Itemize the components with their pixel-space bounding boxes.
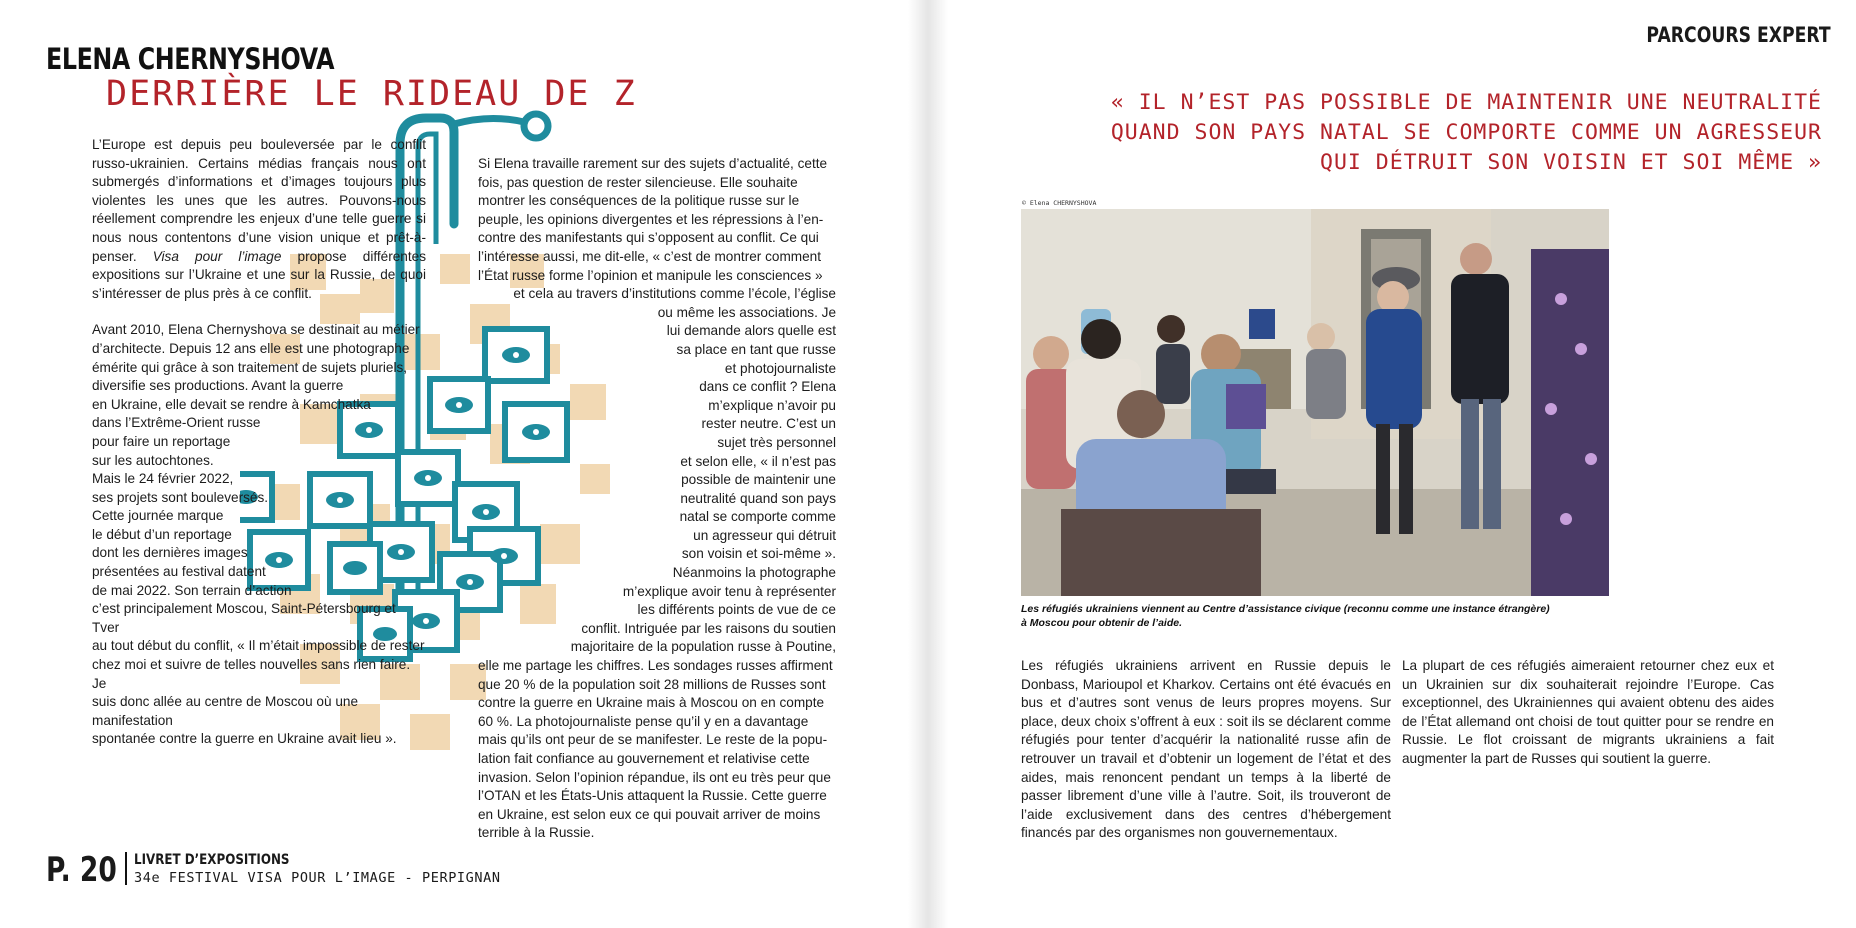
intro-text-end: propose différentes expositions sur l’Ukraine et une sur la Russie, de quoi s’intéresser de plus près à ce conflit. xyxy=(92,248,426,301)
text-line: c’est principalement Moscou, Saint-Pétersbourg et Tver xyxy=(92,601,396,635)
text-line: sur les autochtones. xyxy=(92,452,214,468)
quote-line: QUI DÉTRUIT SON VOISIN ET SOI MÊME » xyxy=(1320,150,1822,175)
text-line: terrible à la Russie. xyxy=(478,825,595,841)
text-line: un agresseur qui détruit xyxy=(693,527,836,543)
photo-caption xyxy=(1021,602,1611,630)
text-line: son voisin et soi-même ». xyxy=(681,546,836,562)
text-column-1 xyxy=(92,136,426,749)
text-line: le début d’un reportage xyxy=(92,526,232,542)
text-line: Néanmoins la photographe xyxy=(672,565,836,581)
text-line: Avant 2010, Elena Chernyshova se destinait au métier xyxy=(92,322,420,338)
text-line: l’OTAN et les États-Unis attaquent la Russie. Cette guerre xyxy=(478,788,827,804)
text-line: et photojournaliste xyxy=(724,360,836,376)
text-line: contre la guerre en Ukraine mais à Moscou on en compte xyxy=(478,695,825,711)
text-column-4 xyxy=(1402,657,1774,769)
pull-quote xyxy=(1062,88,1822,178)
text-line: lation fait confiance au gouvernement et relativise cette xyxy=(478,751,810,766)
text-line: présentées au festival datent xyxy=(92,564,266,580)
section-label: PARCOURS EXPERT xyxy=(1646,23,1831,47)
text-line: majoritaire de la population russe à Poutine, xyxy=(570,639,836,655)
text-line: en Ukraine, elle devait se rendre à Kamchatka xyxy=(92,396,371,412)
intro-text: L’Europe est depuis peu bouleversée par le conflit russo-ukrainien. Certains médias français nous ont submergés d’informations et d’images toujours plus violentes les unes que les autres. Pouvons-nous réellement comprendre les enjeux d’une telle guerre si nous nous contentons d’une vision unique et prêt-à-penser. xyxy=(92,137,426,264)
quote-line: QUAND SON PAYS NATAL SE COMPORTE COMME UN AGRESSEUR xyxy=(1110,120,1822,145)
text-line: m’explique n’avoir pu xyxy=(708,397,836,413)
text-line: émérite qui grâce à son traitement de sujets pluriels, xyxy=(92,359,408,375)
text-line: conflit. Intriguée par les raisons du soutien xyxy=(581,620,836,636)
article-title: DERRIÈRE LE RIDEAU DE Z xyxy=(106,74,637,114)
text-line: elle me partage les chiffres. Les sondages russes affirment xyxy=(478,658,833,674)
text-line: suis donc allée au centre de Moscou où une manifestation xyxy=(92,694,359,728)
footer-divider xyxy=(125,852,127,885)
photo-credit: © Elena CHERNYSHOVA xyxy=(1022,199,1097,207)
refugees-photo xyxy=(1021,209,1609,596)
text-line: fois, pas question de rester silencieuse. Elle souhaite xyxy=(478,174,798,190)
paragraph-refugees: Les réfugiés ukrainiens arrivent en Russie depuis le Donbass, Marioupol et Kharkov. Certains ont été évacués en bus et d’autres sont venus de leurs propres moyens. Sur place, deux choix s’offrent à eux : soit ils se déclarent comme réfugiés pour tenter d’acquérir la nationalité russe afin de retrouver un travail et d’obtenir un logement de l’état et des aides, mais renoncent pendant un temps à la liberté de passer librement d’une ville à l’autre. Soit, ils trouveront de l’aide exclusivement dans des centres d’hébergement financés par des organismes non gouvernementaux. xyxy=(1021,658,1391,841)
text-line: l’État russe forme l’opinion et manipule les consciences » xyxy=(478,267,823,283)
paragraph-biography xyxy=(92,321,426,749)
text-line: d’architecte. Depuis 12 ans elle est une photographe xyxy=(92,340,410,356)
text-line: neutralité quand son pays xyxy=(680,490,836,506)
text-line: rester neutre. C’est un xyxy=(701,416,836,432)
paragraph-intro xyxy=(92,136,426,303)
text-line: dont les dernières images xyxy=(92,545,248,561)
paragraph-return: La plupart de ces réfugiés aimeraient retourner chez eux et un Ukrainien sur dix souhaiterait rejoindre l’Europe. Cas exceptionnel, des Ukrainiennes qui avaient obtenu des aides de l’État allemand ont choisi de tout quitter pour se rendre en Russie. Le flot croissant de migrants ukrainiens a fait augmenter la part de Russes qui soutient la guerre. xyxy=(1402,658,1774,766)
text-line: Mais le 24 février 2022, xyxy=(92,471,234,487)
text-line: diversifie ses productions. Avant la guerre xyxy=(92,378,344,394)
text-line: de mai 2022. Son terrain d’action xyxy=(92,582,292,598)
right-page xyxy=(928,0,1856,928)
quote-line: « IL N’EST PAS POSSIBLE DE MAINTENIR UNE NEUTRALITÉ xyxy=(1110,90,1822,115)
author-name: ELENA CHERNYSHOVA xyxy=(46,42,335,76)
text-line: que 20 % de la population soit 28 millions de Russes sont xyxy=(478,676,826,692)
text-column-2 xyxy=(478,155,836,843)
text-line: contre des manifestants qui s’opposent au conflit. Ce qui xyxy=(478,230,819,246)
caption-line: Les réfugiés ukrainiens viennent au Centre d’assistance civique (reconnu comme une instance étrangère) xyxy=(1021,603,1550,615)
text-line: m’explique avoir tenu à représenter xyxy=(622,583,836,599)
festival-name: Visa pour l’image xyxy=(152,248,282,264)
text-line: dans ce conflit ? Elena xyxy=(699,379,836,395)
paragraph-interview xyxy=(478,155,836,843)
footer-festival: 34e FESTIVAL VISA POUR L’IMAGE - PERPIGNAN xyxy=(134,870,501,886)
text-line: chez moi et suivre de telles nouvelles sans rien faire. Je xyxy=(92,657,411,691)
text-line: Si Elena travaille rarement sur des sujets d’actualité, cette xyxy=(478,156,828,171)
text-line: peuple, les opinions divergentes et les répressions à l’en- xyxy=(478,211,824,227)
text-line: et selon elle, « il n’est pas xyxy=(680,453,836,469)
text-line: au tout début du conflit, « Il m’était impossible de rester xyxy=(92,638,425,654)
text-column-3 xyxy=(1021,657,1391,843)
text-line: ou même les associations. Je xyxy=(657,304,836,320)
text-line: spontanée contre la guerre en Ukraine avait lieu ». xyxy=(92,731,397,747)
footer-publication: LIVRET D’EXPOSITIONS xyxy=(134,852,290,868)
text-line: natal se comporte comme xyxy=(679,509,836,525)
text-line: et cela au travers d’institutions comme l’école, l’église xyxy=(513,286,836,302)
text-line: 60 %. La photojournaliste pense qu’il y en a davantage xyxy=(478,713,809,729)
text-line: pour faire un reportage xyxy=(92,433,231,449)
text-line: Cette journée marque xyxy=(92,508,224,524)
text-line: lui demande alors quelle est xyxy=(666,323,836,339)
book-gutter xyxy=(908,0,948,928)
text-line: l’intéresse aussi, me dit-elle, « c’est de montrer comment xyxy=(478,248,821,264)
text-line: sujet très personnel xyxy=(717,434,836,450)
text-line: mais qu’ils ont peur de se manifester. Le reste de la popu- xyxy=(478,732,828,748)
text-line: montrer les conséquences de la politique russe sur le xyxy=(478,193,800,209)
text-line: les différents points de vue de ce xyxy=(637,602,836,618)
text-line: possible de maintenir une xyxy=(681,472,836,488)
caption-line: à Moscou pour obtenir de l’aide. xyxy=(1021,617,1183,629)
text-line: en Ukraine, est selon eux ce qui pouvait arriver de moins xyxy=(478,806,821,822)
text-line: sa place en tant que russe xyxy=(676,341,836,357)
text-line: invasion. Selon l’opinion répandue, ils ont eu très peur que xyxy=(478,769,831,785)
page-number: P. 20 xyxy=(46,850,117,890)
text-line: dans l’Extrême-Orient russe xyxy=(92,415,261,431)
text-line: ses projets sont bouleversés. xyxy=(92,489,269,505)
